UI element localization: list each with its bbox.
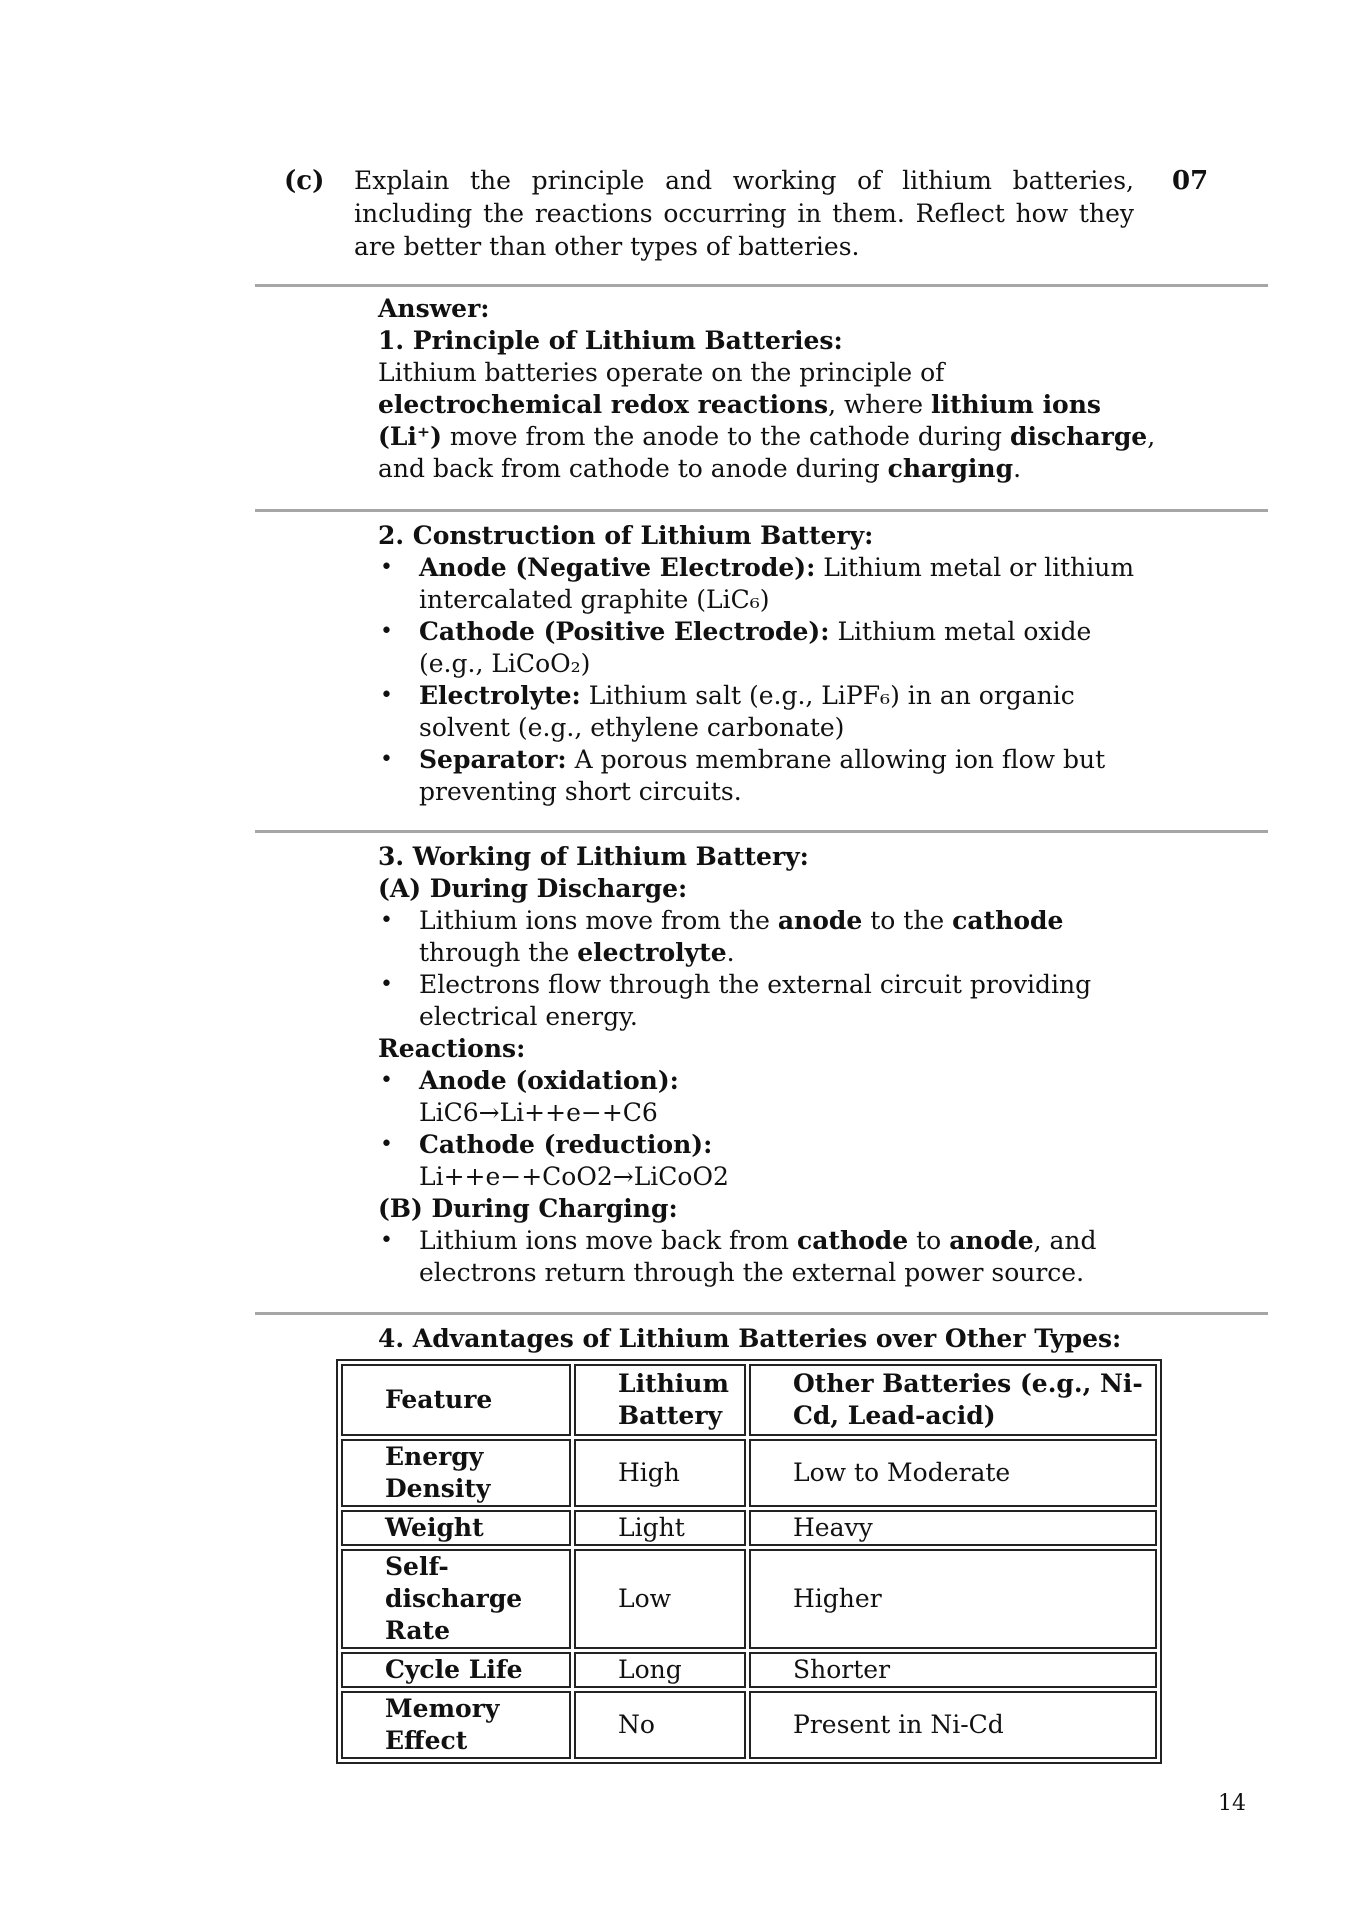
- divider-4: [255, 1312, 1268, 1315]
- discharge-text: Lithium ions move from the: [419, 906, 778, 935]
- principle-bold-1: electrochemical redox reactions: [378, 390, 829, 419]
- list-item: [378, 1065, 1158, 1129]
- table-cell: Weight: [341, 1510, 571, 1546]
- construction-desc: Lithium salt (e.g., LiPF₆) in an organic solvent (e.g., ethylene carbonate): [419, 681, 1075, 742]
- discharge-text: to the: [862, 906, 953, 935]
- list-item: [378, 680, 1158, 744]
- principle-text-5: .: [1013, 454, 1022, 483]
- list-item: [378, 905, 1158, 969]
- construction-heading: 2. Construction of Lithium Battery:: [378, 521, 874, 550]
- principle-bold-3: discharge: [1010, 422, 1148, 451]
- answer-label: Answer:: [378, 294, 490, 323]
- advantages-section: [378, 1323, 1158, 1355]
- principle-text-1: Lithium batteries operate on the principle of: [378, 358, 945, 387]
- anode-label: Anode (oxidation):: [419, 1066, 679, 1095]
- table-cell: Light: [574, 1510, 746, 1546]
- discharge-bold: cathode: [952, 906, 1064, 935]
- table-cell: Self-discharge Rate: [341, 1549, 571, 1649]
- table-row: [341, 1691, 1157, 1759]
- principle-text-3: move from the anode to the cathode during: [441, 422, 1010, 451]
- discharge-list: [378, 905, 1158, 1033]
- page-number: 14: [1218, 1791, 1246, 1816]
- construction-term: Cathode (Positive Electrode):: [419, 617, 830, 646]
- charging-bold: anode: [949, 1226, 1034, 1255]
- principle-bold-4: charging: [887, 454, 1014, 483]
- discharge-bold: anode: [777, 906, 863, 935]
- cathode-label: Cathode (reduction):: [419, 1130, 713, 1159]
- construction-desc: Lithium metal oxide (e.g., LiCoO₂): [419, 617, 1092, 678]
- charging-heading: (B) During Charging:: [378, 1194, 678, 1223]
- principle-bold-2: lithium ions (Li⁺): [378, 390, 1101, 451]
- construction-section: [378, 520, 1158, 808]
- construction-desc: A porous membrane allowing ion flow but preventing short circuits.: [419, 745, 1106, 806]
- table-header-row: [341, 1364, 1157, 1436]
- table-cell: Low: [574, 1549, 746, 1649]
- anode-equation: LiC6→Li++e−+C6: [419, 1098, 658, 1127]
- divider-3: [255, 830, 1268, 833]
- list-item: [378, 969, 1158, 1033]
- header-cell: Feature: [341, 1364, 571, 1436]
- charging-text: , and electrons return through the external power source.: [419, 1226, 1097, 1287]
- table-cell: Heavy: [749, 1510, 1157, 1546]
- working-section: [378, 841, 1158, 1289]
- table-cell: High: [574, 1439, 746, 1507]
- charging-list: [378, 1225, 1158, 1289]
- table-cell: Shorter: [749, 1652, 1157, 1688]
- construction-term: Separator:: [419, 745, 567, 774]
- table-cell: Low to Moderate: [749, 1439, 1157, 1507]
- divider-1: [255, 284, 1268, 287]
- principle-text-4: , and back from cathode to anode during: [378, 422, 1156, 483]
- principle-heading: 1. Principle of Lithium Batteries:: [378, 326, 843, 355]
- discharge-text: .: [726, 938, 735, 967]
- discharge-heading: (A) During Discharge:: [378, 874, 688, 903]
- table-cell: Memory Effect: [341, 1691, 571, 1759]
- principle-text-2: , where: [828, 390, 932, 419]
- table-cell: Present in Ni-Cd: [749, 1691, 1157, 1759]
- construction-list: [378, 552, 1158, 808]
- question-marks: 07: [1172, 166, 1209, 196]
- table-cell: Cycle Life: [341, 1652, 571, 1688]
- header-cell: Lithium Battery: [574, 1364, 746, 1436]
- charging-bold: cathode: [796, 1226, 909, 1255]
- principle-section: [378, 293, 1158, 485]
- question-text: Explain the principle and working of lithium batteries, including the reactions occurring in them. Reflect how they are better than other types of batteries.: [354, 166, 1134, 261]
- table-row: [341, 1510, 1157, 1546]
- list-item: [378, 552, 1158, 616]
- discharge-bold: electrolyte: [577, 938, 727, 967]
- divider-2: [255, 509, 1268, 512]
- discharge-text: through the: [419, 938, 578, 967]
- list-item: [378, 616, 1158, 680]
- list-item: [378, 1129, 1158, 1193]
- list-item: [378, 744, 1158, 808]
- construction-term: Electrolyte:: [419, 681, 581, 710]
- construction-desc: Lithium metal or lithium intercalated graphite (LiC₆): [419, 553, 1135, 614]
- table-cell: Long: [574, 1652, 746, 1688]
- advantages-heading: 4. Advantages of Lithium Batteries over Other Types:: [378, 1324, 1122, 1353]
- reactions-list: [378, 1065, 1158, 1193]
- discharge-electrons-text: • Electrons flow through the external circuit providing electrical energy.: [419, 970, 1092, 1031]
- list-item: [378, 1225, 1158, 1289]
- question-label: (c): [284, 166, 325, 196]
- construction-term: Anode (Negative Electrode):: [419, 553, 816, 582]
- cathode-equation: Li++e−+CoO2→LiCoO2: [419, 1162, 729, 1191]
- principle-paragraph: [378, 357, 1158, 485]
- table-row: [341, 1439, 1157, 1507]
- table-cell: No: [574, 1691, 746, 1759]
- advantages-table: [336, 1359, 1162, 1764]
- charging-text: Lithium ions move back from: [419, 1226, 797, 1255]
- table-row: [341, 1549, 1157, 1649]
- charging-text: to: [908, 1226, 950, 1255]
- table-row: [341, 1652, 1157, 1688]
- table-cell: Energy Density: [341, 1439, 571, 1507]
- reactions-heading: Reactions:: [378, 1034, 526, 1063]
- header-cell: Other Batteries (e.g., Ni-Cd, Lead-acid): [749, 1364, 1157, 1436]
- working-heading: 3. Working of Lithium Battery:: [378, 842, 809, 871]
- table-cell: Higher: [749, 1549, 1157, 1649]
